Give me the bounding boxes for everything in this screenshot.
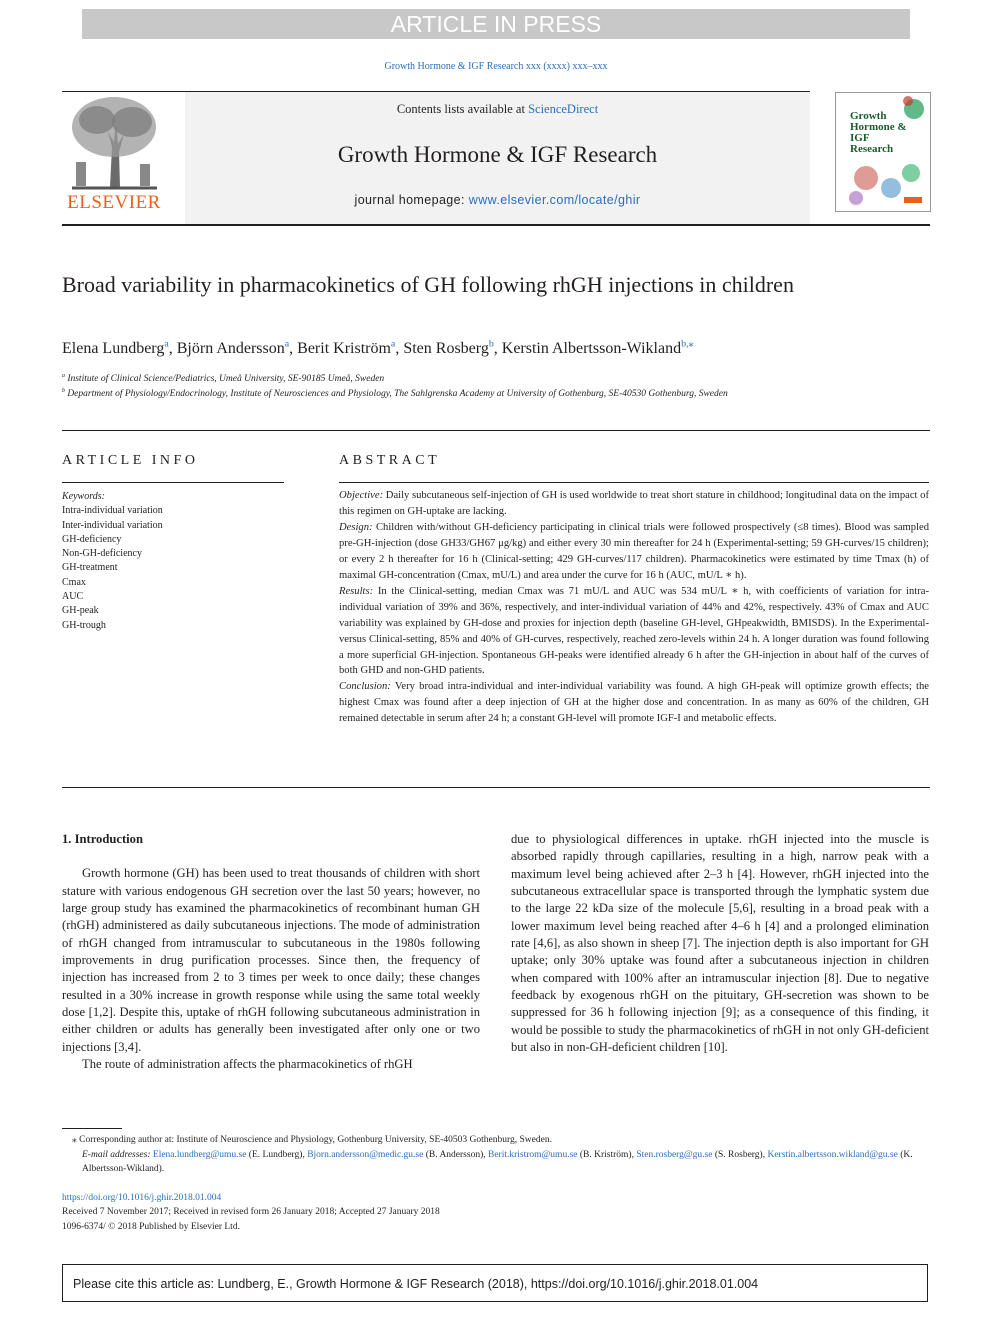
body-paragraph: due to physiological differences in uptake. rhGH injected into the muscle is absorbed rapidly through capillaries, resulting in a high, narrow peak with a maximum level being achieved after 2–3 h [4]. However, rhGH injected into the subcutaneous extracellular space is transported through the lymphatic system due to the large 22 kDa size of the molecule [5,6], resulting in a broad peak with a lower maximum level being reached after 4–6 h [4] and a prolonged elimination rate [4,6], as also shown in sheep [7]. The injection depth is also important for GH uptake; only 30% uptake was found after a subcutaneous injection in children when compared with 100% after an intramuscular injection [8]. Due to negative feedback by exogenous rhGH on the pituitary, GH-secretion was shown to be suppressed for 36 h following injection [9]; as a consequence of this finding, it would be possible to study the pharmacokinetics of rhGH in not only GH-deficient but also in non-GH-deficient children [10]. (511, 832, 929, 1055)
email-owner: (B. Andersson), (425, 1149, 486, 1160)
objective-text: Daily subcutaneous self-injection of GH is used worldwide to treat short stature in childhood; longitudinal data on the impact of this regimen on GH-uptake are lacking. (339, 490, 929, 517)
keyword: GH-treatment (62, 562, 118, 574)
email-link[interactable]: Bjorn.andersson@medic.gu.se (307, 1149, 424, 1160)
keyword: Intra-individual variation (62, 505, 163, 517)
design-text: Children with/without GH-deficiency participating in clinical trials were followed prospectively (≤8 times). Blood was sampled pre-GH-injection (dose GH33/GH67 μg/kg) and either every 30 min thereafter for 24 h (Experimental-setting; 59 GH-curves/15 children); or every 2 h thereafter for 16 h (Clinical-setting; 429 GH-curves/117 children). Pharmacokinetics were estimated by time Tmax (h) of maximal GH-concentration (Cmax, mU/L) and area under the curve for 16 h (AUC, mU/L ∗ h). (339, 521, 929, 581)
abstract-body (339, 488, 929, 727)
conclusion-label: Conclusion: (339, 681, 391, 693)
author-name[interactable]: Sten Rosberg (403, 340, 489, 357)
keyword: GH-trough (62, 619, 106, 631)
journal-citation[interactable]: Growth Hormone & IGF Research xxx (xxxx) xxx–xxx (384, 61, 608, 72)
affiliation-text: Department of Physiology/Endocrinology, Institute of Neurosciences and Physiology, The Sahlgrenska Academy at University of Gothenburg, SE-40530 Gothenburg, Sweden (67, 389, 728, 399)
abstract-heading: ABSTRACT (339, 453, 441, 468)
author-affiliation-mark[interactable]: a (284, 338, 290, 350)
affiliation-text: Institute of Clinical Science/Pediatrics, Umeå University, SE-90185 Umeå, Sweden (67, 374, 385, 384)
conclusion-text: Very broad intra-individual and inter-individual variability was found. A high GH-peak will optimize growth effects; the highest Cmax was found after a deep injection of GH at the higher dose and concentration. In as many as 60% of the children, GH remained detectable in serum after 24 h; a constant GH-level will promote IGF-I and metabolic effects. (339, 681, 929, 725)
email-owner: (E. Lundberg), (248, 1149, 305, 1160)
keywords-label: Keywords: (62, 491, 105, 502)
affiliation-b (62, 387, 822, 402)
article-title: Broad variability in pharmacokinetics of GH following rhGH injections in children (62, 272, 794, 297)
contents-prefix: Contents lists available at (396, 102, 529, 116)
email-link[interactable]: Berit.kristrom@umu.se (488, 1149, 578, 1160)
footnotes (62, 1133, 930, 1234)
article-info-rule (62, 482, 284, 483)
affiliation-mark: a (62, 372, 65, 379)
received-dates: Received 7 November 2017; Received in revised form 26 January 2018; Accepted 27 January 2018 (62, 1207, 440, 1217)
homepage-line (185, 193, 810, 207)
journal-cover[interactable] (835, 92, 931, 212)
abstract-objective (339, 488, 929, 520)
sciencedirect-link[interactable]: ScienceDirect (528, 102, 599, 116)
contents-line (185, 102, 810, 117)
homepage-prefix: journal homepage: (354, 193, 469, 207)
body-right-column (511, 831, 929, 1056)
cover-title: Growth Hormone & IGF Research (850, 110, 907, 155)
abstract-results (339, 584, 929, 680)
author-affiliation-mark[interactable]: a (164, 338, 169, 350)
affiliation-mark: b (62, 387, 65, 394)
results-text: In the Clinical-setting, median Cmax was 71 mU/L and AUC was 534 mU/L ∗ h, with coefficients of variation for intra-individual variation of 39% and 36%, respectively, and inter-individual variation of 44% and 42%, respectively. 43% of Cmax and AUC variability was explained by GH-dose and proxies for injection depth (baseline GH-level, GHpeakwidth, BMISDS). In the Experimental- versus Clinical-setting, 85% and 40% of GH-curves, respectively, reached zero-levels within 24 h. A longer duration was found following a more superficial GH-injection. Spontaneous GH-peaks were identified already 6 h after the GH-injection in about half of the curves of both GHD and non-GHD patients. (339, 585, 929, 677)
affiliation-rule (62, 430, 930, 431)
doi-link[interactable]: https://doi.org/10.1016/j.ghir.2018.01.004 (62, 1192, 222, 1203)
author-list: Elena Lundberg$^a$, Björn Andersson$^a$, Berit Kriström$^a$, Sten Rosberg$^b$, Kerstin Albertsson-Wikland$^{b,⁎}$ (62, 338, 694, 357)
affiliation-a (62, 372, 922, 387)
abstract-bottom-rule (62, 787, 930, 788)
email-owner: (S. Rosberg), (714, 1149, 766, 1160)
email-owner: (K. Albertsson-Wikland). (82, 1149, 913, 1174)
keyword: Cmax (62, 576, 86, 588)
email-link[interactable]: Sten.rosberg@gu.se (636, 1149, 713, 1160)
keyword: GH-peak (62, 605, 99, 617)
body-paragraph: The route of administration affects the pharmacokinetics of rhGH (82, 1057, 413, 1072)
objective-label: Objective: (339, 490, 384, 501)
keywords-block (62, 490, 282, 633)
cite-this-article-box: Please cite this article as: Lundberg, E., Growth Hormone & IGF Research (2018), https://doi.org/10.1016/j.ghir.2018.01.004 (62, 1264, 928, 1302)
email-link[interactable]: Kerstin.albertsson.wikland@gu.se (767, 1149, 898, 1160)
copyright: 1096-6374/ © 2018 Published by Elsevier Ltd. (62, 1221, 240, 1232)
email-addresses (62, 1148, 930, 1177)
design-label: Design: (339, 521, 373, 533)
author-affiliation-mark[interactable]: b,⁎ (681, 338, 694, 350)
author-name[interactable]: Elena Lundberg (62, 340, 165, 357)
abstract-conclusion (339, 679, 929, 727)
elsevier-wordmark: ELSEVIER (67, 192, 161, 213)
author-name[interactable]: Berit Kriström (297, 340, 391, 357)
header-bottom-rule (62, 224, 930, 226)
homepage-link[interactable]: www.elsevier.com/locate/ghir (468, 193, 641, 207)
author-affiliation-mark[interactable]: b (488, 338, 494, 350)
body-paragraph: Growth hormone (GH) has been used to treat thousands of children with short stature with various endogenous GH secretion over the last 50 years; however, no large group study has examined the pharmacokinetics of recombinant human GH (rhGH) administered as daily subcutaneous injections. The mode of administration of rhGH changed from intramuscular to subcutaneous in the 1980s following improvements in drug purification processes. Since then, the frequency of injection has increased from 2 to 3 times per week to once daily; these changes resulted in a 30% increase in growth response while using the same total weekly dose [1,2]. Despite this, uptake of rhGH following subcutaneous administration in either children or adults has generally been investigated after only one or two injections [3,4]. (62, 866, 480, 1054)
author-affiliation-mark[interactable]: a (390, 338, 396, 350)
author-name[interactable]: Kerstin Albertsson-Wikland (501, 340, 682, 357)
journal-name: Growth Hormone & IGF Research (337, 142, 658, 167)
abstract-design (339, 520, 929, 584)
section-heading: 1. Introduction (62, 832, 143, 846)
author-name[interactable]: Björn Andersson (176, 340, 285, 357)
corresponding-author-note: ⁎ Corresponding author at: Institute of Neuroscience and Physiology, Gothenburg University, SE-40503 Gothenburg, Sweden. (72, 1135, 552, 1145)
article-in-press-banner: ARTICLE IN PRESS (82, 9, 910, 39)
email-link[interactable]: Elena.lundberg@umu.se (152, 1149, 247, 1160)
results-label: Results: (339, 585, 374, 597)
elsevier-logo[interactable] (62, 92, 166, 214)
body-left-column (62, 831, 480, 1073)
elsevier-tree-icon (62, 92, 166, 192)
email-owner: (B. Kriström), (579, 1149, 634, 1160)
footnote-rule (62, 1128, 122, 1129)
abstract-rule (339, 482, 929, 483)
article-info-heading: ARTICLE INFO (62, 453, 199, 468)
email-label: E-mail addresses: (82, 1149, 151, 1160)
journal-header (185, 92, 810, 224)
keyword: Inter-individual variation (62, 519, 163, 531)
keyword: AUC (62, 591, 84, 603)
keyword: Non-GH-deficiency (62, 548, 142, 560)
keyword: GH-deficiency (62, 533, 122, 545)
